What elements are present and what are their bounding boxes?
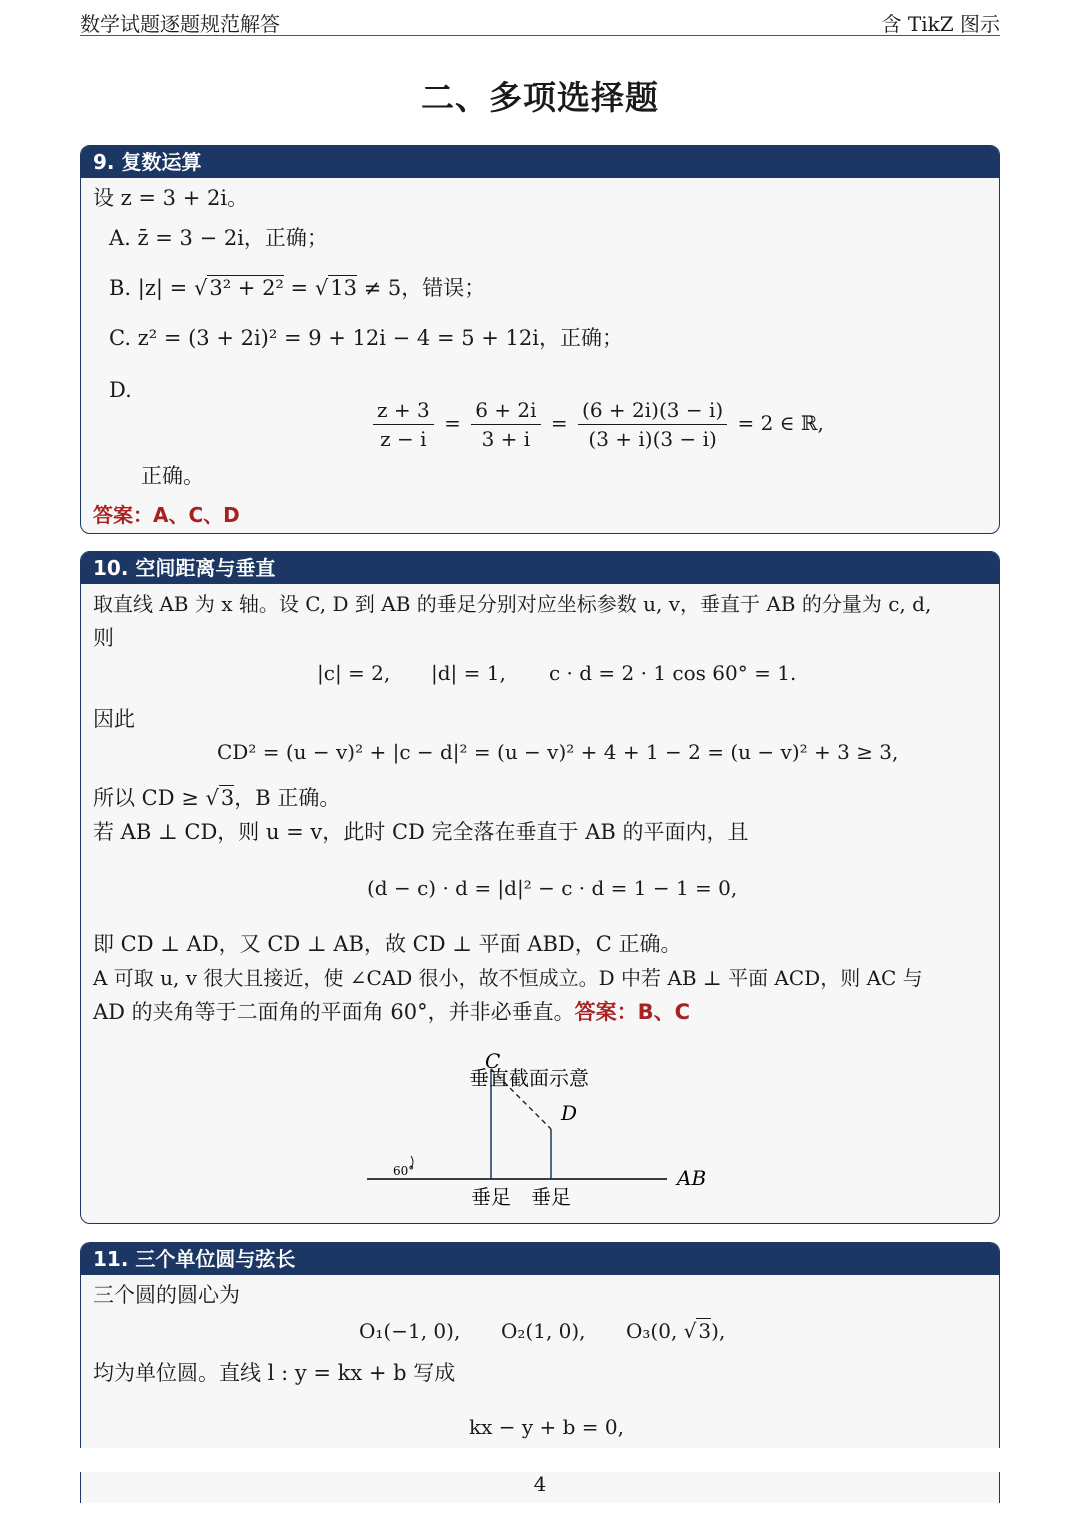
q9-option-d-label: D. <box>109 378 132 402</box>
q9-option-b <box>109 276 485 301</box>
header-left: 数学试题逐题规范解答 <box>80 12 280 36</box>
foot-label-1: 垂足 <box>471 1185 511 1209</box>
sqrt-sign: √ <box>193 276 208 300</box>
label-c: C <box>485 1049 501 1073</box>
q10-line-6: 即 CD ⊥ AD，又 CD ⊥ AB，故 CD ⊥ 平面 ABD，C 正确。 <box>93 932 682 956</box>
q11-center-3-post: ), <box>711 1319 726 1343</box>
q11-center-3-radicand: 3 <box>698 1319 712 1343</box>
q11-center-2: O₂(1, 0), <box>501 1319 586 1343</box>
diagram-caption: 垂直截面示意 <box>469 1066 589 1090</box>
question-10-box <box>80 551 1000 1224</box>
q10-line-2: 则 <box>93 626 114 650</box>
q10-line-7: A 可取 u, v 很大且接近，使 ∠CAD 很小，故不恒成立。D 中若 AB ⊥ 平面 ACD，则 AC 与 <box>93 966 923 990</box>
q11-line-2: 均为单位圆。直线 l : y = kx + b 写成 <box>93 1361 456 1385</box>
q10-answer: 答案：B、C <box>574 1000 690 1024</box>
question-9-box <box>80 145 1000 534</box>
label-ab: AB <box>677 1166 707 1190</box>
equals: = <box>444 411 461 435</box>
q10-line-4 <box>93 786 340 811</box>
label-d: D <box>561 1101 578 1125</box>
q11-equation: kx − y + b = 0, <box>469 1415 624 1439</box>
question-11-title: 11. 三个单位圆与弦长 <box>93 1247 296 1271</box>
q9-option-d-verdict: 正确。 <box>141 464 204 488</box>
q10-line-8 <box>93 1000 690 1025</box>
q9-intro: 设 z = 3 + 2i。 <box>93 186 249 210</box>
angle-label: 60° <box>393 1164 415 1178</box>
numerator: 6 + 2i <box>471 398 540 425</box>
q10-line-4-post: ，B 正确。 <box>234 786 341 810</box>
fraction <box>471 398 540 451</box>
q9-b-mid: = <box>283 276 315 300</box>
q9-option-a: A. z̄ = 3 − 2i，正确； <box>109 226 328 250</box>
q10-line-5: 若 AB ⊥ CD，则 u = v，此时 CD 完全落在垂直于 AB 的平面内，且 <box>93 820 749 844</box>
question-9-title-bar <box>81 146 999 178</box>
section-title: 二、多项选择题 <box>421 78 659 117</box>
q9-b-radicand-2: 13 <box>330 276 357 300</box>
fraction <box>578 398 727 451</box>
q9-option-d-equation <box>369 398 824 451</box>
denominator: z − i <box>380 427 427 451</box>
page-header <box>80 5 1000 36</box>
sqrt-sign: √ <box>205 786 219 810</box>
question-9-title: 9. 复数运算 <box>93 150 202 174</box>
perpendicular-section-diagram <box>351 1042 731 1222</box>
header-right: 含 TikZ 图示 <box>881 12 1000 36</box>
q9-b-radicand-1: 3² + 2² <box>209 276 284 300</box>
q10-line-4-pre: 所以 CD ≥ <box>93 786 206 810</box>
q10-line-8-text: AD 的夹角等于二面角的平面角 60°，并非必垂直。 <box>93 1000 575 1024</box>
fraction <box>373 398 434 451</box>
q10-line-4-radicand: 3 <box>220 786 235 810</box>
denominator: 3 + i <box>481 427 531 451</box>
q10-eq1-b: |d| = 1, <box>431 661 506 685</box>
equals: = <box>550 411 568 435</box>
result: = 2 ∈ ℝ, <box>737 411 824 435</box>
q9-option-c: C. z² = (3 + 2i)² = 9 + 12i − 4 = 5 + 12i，正确； <box>109 326 623 350</box>
q9-answer: 答案：A、C、D <box>93 503 240 527</box>
q11-center-3-pre: O₃(0, <box>626 1319 684 1343</box>
q10-line-3: 因此 <box>93 707 135 731</box>
q10-eq1-c: c · d = 2 · 1 cos 60° = 1. <box>549 661 797 685</box>
foot-label-2: 垂足 <box>531 1185 571 1209</box>
q10-eq3: (d − c) · d = |d|² − c · d = 1 − 1 = 0, <box>367 876 738 900</box>
q10-eq1-a: |c| = 2, <box>317 661 391 685</box>
question-11-title-bar <box>81 1243 999 1275</box>
sqrt-sign: √ <box>683 1319 697 1343</box>
page-cutoff-mask <box>70 1448 1010 1472</box>
question-10-title: 10. 空间距离与垂直 <box>93 556 276 580</box>
q10-eq2: CD² = (u − v)² + |c − d|² = (u − v)² + 4 + 1 − 2 = (u − v)² + 3 ≥ 3, <box>217 740 899 764</box>
q11-line-1: 三个圆的圆心为 <box>93 1283 240 1307</box>
numerator: (6 + 2i)(3 − i) <box>578 398 727 425</box>
q11-center-1: O₁(−1, 0), <box>359 1319 461 1343</box>
q10-line-1: 取直线 AB 为 x 轴。设 C, D 到 AB 的垂足分别对应坐标参数 u, v，垂直于 AB 的分量为 c, d, <box>93 592 932 616</box>
q9-b-post: ≠ 5，错误； <box>356 276 486 300</box>
question-10-title-bar <box>81 552 999 584</box>
sqrt-sign: √ <box>314 276 329 300</box>
q11-center-3 <box>626 1319 725 1343</box>
denominator: (3 + i)(3 − i) <box>588 427 717 451</box>
numerator: z + 3 <box>373 398 434 425</box>
page-number: 4 <box>533 1472 547 1496</box>
q9-b-pre: B. |z| = <box>109 276 194 300</box>
